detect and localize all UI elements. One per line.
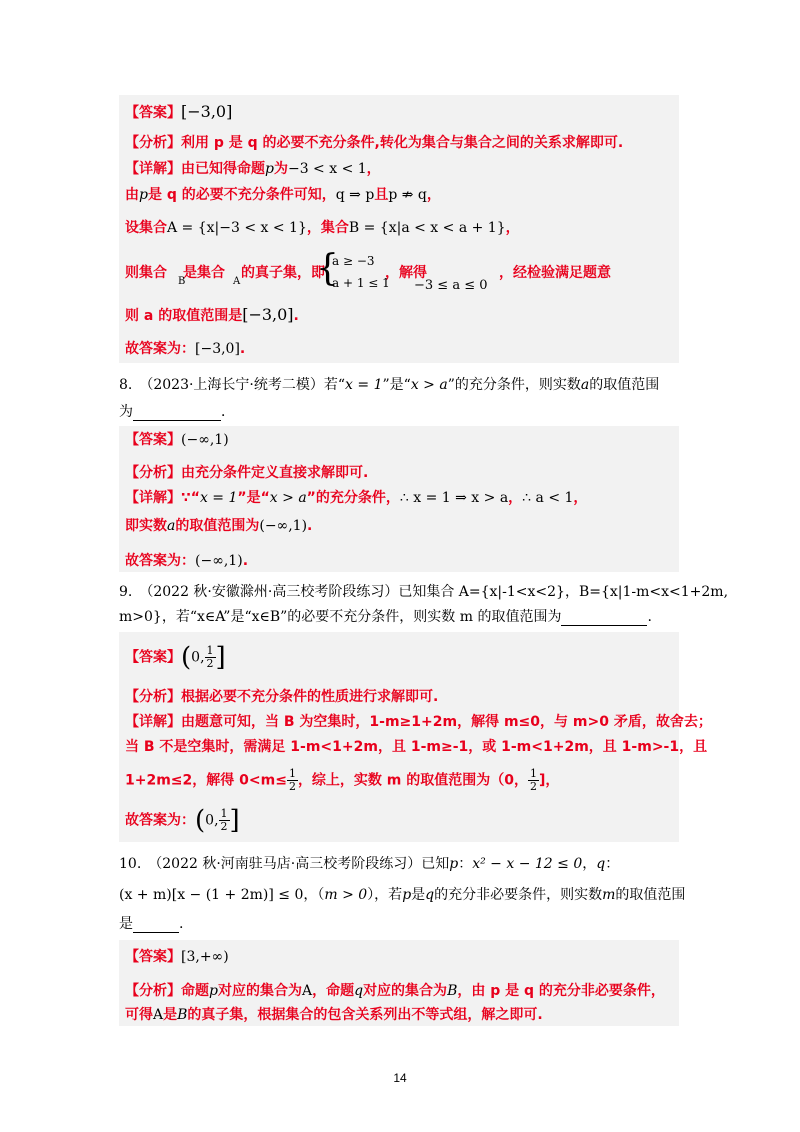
set-A-label: A <box>233 276 241 287</box>
detail-line-7-5: 则 a 的取值范围是[−3,0]. <box>125 305 299 324</box>
detail-line-8-2: 即实数a的取值范围为(−∞,1). <box>125 518 313 534</box>
answer-line-7: 【答案】[−3,0] <box>125 102 233 121</box>
question-10-line-2: (x + m)[x − (1 + 2m)] ≤ 0，（m > 0），若p是q的充分非必要条件，则实数m的取值范围 <box>119 887 686 903</box>
detail-line-9-3: 1+2m≤2，解得 0<m≤ $\frac{1}{2}$ ，综上，实数 m 的取值范围为（0， $\frac{1}{2}$ ]， <box>125 767 560 793</box>
inequality-system: a ≥ −3 a + 1 ≤ 1 <box>332 254 390 290</box>
answer-blank-8 <box>133 406 221 421</box>
detail-line-7-3: 设集合A = {x|−3 < x < 1}，集合B = {x|a < x < a + 1}， <box>125 220 520 236</box>
analysis-line-9: 【分析】根据必要不充分条件的性质进行求解即可. <box>125 689 439 705</box>
question-8-line-1: 8. （2023·上海长宁·统考二模）若“x = 1”是“x > a”的充分条件，则实数a的取值范围 <box>119 377 660 393</box>
question-9-line-2: m>0}，若“x∈A”是“x∈B”的必要不充分条件，则实数 m 的取值范围为 . <box>119 609 652 625</box>
solution-range-7: −3 ≤ a ≤ 0 <box>414 278 488 293</box>
fraction-half: $\frac{1}{2}$ <box>206 644 214 670</box>
question-9-line-1: 9. （2022 秋·安徽滁州·高三校考阶段练习）已知集合 A={x|-1<x<2}，B={x|1-m<x<1+2m, <box>119 584 729 600</box>
detail-line-8-1: 【详解】∵“x = 1”是“x > a”的充分条件，∴ x = 1 ⇒ x > a，∴ a < 1， <box>125 490 588 506</box>
question-10-line-3: 是 . <box>119 916 184 932</box>
detail-line-7-2: 由p是 q 的必要不充分条件可知，q ⇒ p且p ⇏ q， <box>125 187 441 203</box>
system-brace: { <box>316 248 339 289</box>
analysis-line-10-2: 可得A是B的真子集，根据集合的包含关系列出不等式组，解之即可. <box>125 1007 543 1023</box>
answer-line-8: 【答案】(−∞,1) <box>125 432 229 448</box>
set-B-label: B <box>178 276 186 287</box>
final-answer-9: 故答案为：(0, $\frac{1}{2}$ ] <box>125 805 240 836</box>
final-answer-8: 故答案为：(−∞,1). <box>125 553 249 569</box>
answer-line-10: 【答案】[3,+∞) <box>125 949 229 965</box>
answer-blank-10 <box>133 918 179 933</box>
analysis-line-7: 【分析】利用 p 是 q 的必要不充分条件,转化为集合与集合之间的关系求解即可. <box>125 135 624 151</box>
detail-line-7-4: 则集合 是集合 的真子集，即 ，解得 ，经检验满足题意 <box>125 265 611 281</box>
detail-line-9-2: 当 B 不是空集时，需满足 1-m<1+2m，且 1-m≥-1，或 1-m<1+2m，且 1-m>-1，且 <box>125 739 708 755</box>
answer-blank-9 <box>561 611 647 626</box>
final-answer-7: 故答案为：[−3,0]. <box>125 341 246 357</box>
answer-line-9: 【答案】(0, $\frac{1}{2}$ ] <box>125 642 226 673</box>
detail-line-7-1: 【详解】由已知得命题p为−3 < x < 1， <box>125 161 381 177</box>
question-10-line-1: 10. （2022 秋·河南驻马店·高三校考阶段练习）已知p：x² − x − 12 ≤ 0，q： <box>119 856 620 872</box>
question-8-line-2: 为 ． <box>119 404 235 420</box>
analysis-line-10-1: 【分析】命题p对应的集合为A，命题q对应的集合为B，由 p 是 q 的充分非必要条件， <box>125 983 665 999</box>
page-number: 14 <box>393 1071 407 1085</box>
detail-line-9-1: 【详解】由题意可知，当 B 为空集时，1-m≥1+2m，解得 m≤0，与 m>0 矛盾，故舍去； <box>125 714 712 730</box>
analysis-line-8: 【分析】由充分条件定义直接求解即可. <box>125 465 369 481</box>
